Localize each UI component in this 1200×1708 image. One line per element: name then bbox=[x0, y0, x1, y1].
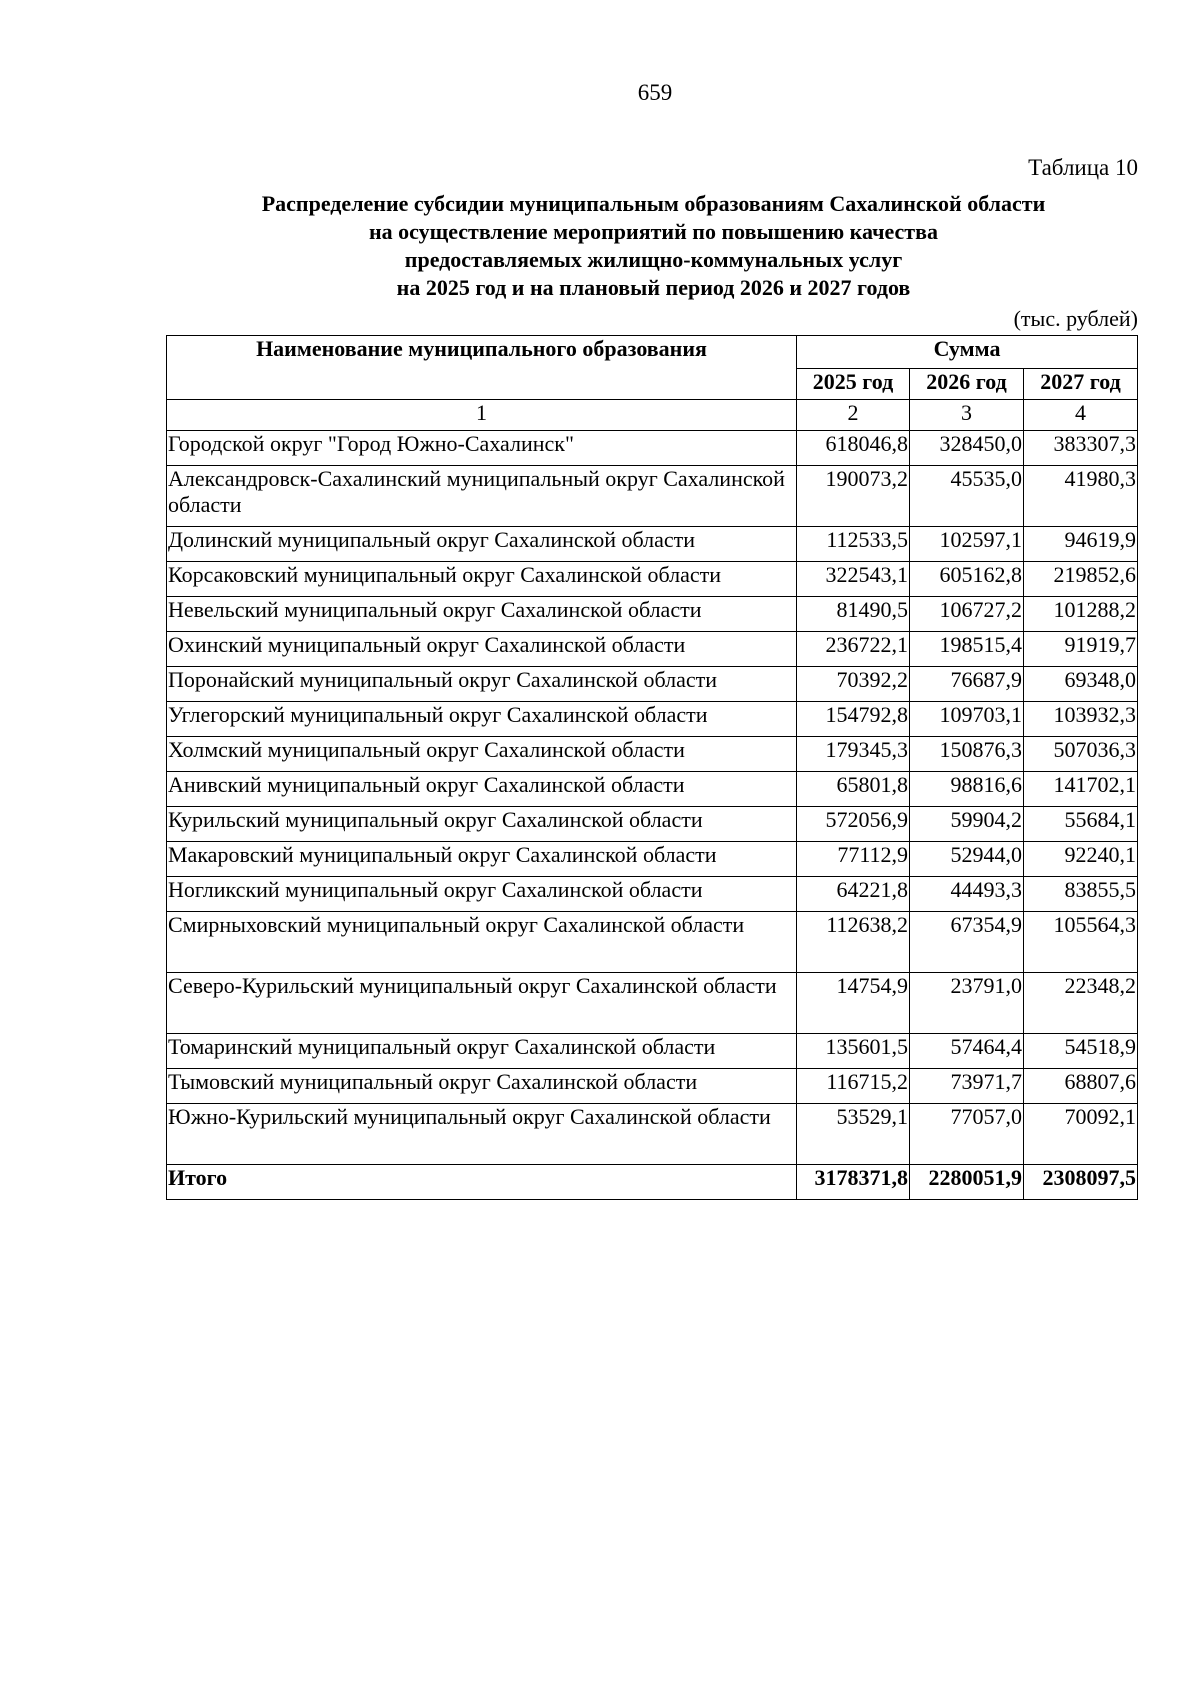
municipality-name: Корсаковский муниципальный округ Сахалинской области bbox=[167, 562, 797, 597]
value-2025: 112533,5 bbox=[797, 527, 910, 562]
value-2026: 102597,1 bbox=[910, 527, 1024, 562]
value-2026: 59904,2 bbox=[910, 807, 1024, 842]
value-2025: 65801,8 bbox=[797, 772, 910, 807]
value-2026: 605162,8 bbox=[910, 562, 1024, 597]
municipality-name: Смирныховский муниципальный округ Сахалинской области bbox=[167, 912, 797, 973]
value-2027: 94619,9 bbox=[1024, 527, 1138, 562]
total-2025: 3178371,8 bbox=[797, 1165, 910, 1200]
document-title bbox=[160, 190, 1147, 302]
municipality-name: Городской округ "Город Южно-Сахалинск" bbox=[167, 431, 797, 466]
table-row bbox=[167, 772, 1138, 807]
total-row bbox=[167, 1165, 1138, 1200]
municipality-name: Долинский муниципальный округ Сахалинской области bbox=[167, 527, 797, 562]
value-2027: 69348,0 bbox=[1024, 667, 1138, 702]
table-row bbox=[167, 597, 1138, 632]
table-row bbox=[167, 667, 1138, 702]
subsidy-table bbox=[166, 335, 1138, 1200]
header-sum: Сумма bbox=[797, 336, 1138, 369]
value-2027: 83855,5 bbox=[1024, 877, 1138, 912]
table-row bbox=[167, 737, 1138, 772]
table-row bbox=[167, 973, 1138, 1034]
column-number: 4 bbox=[1024, 400, 1138, 431]
table-row bbox=[167, 1034, 1138, 1069]
table-label: Таблица 10 bbox=[1028, 155, 1138, 180]
table-body bbox=[167, 431, 1138, 1200]
value-2025: 618046,8 bbox=[797, 431, 910, 466]
table-row bbox=[167, 431, 1138, 466]
value-2027: 22348,2 bbox=[1024, 973, 1138, 1034]
municipality-name: Холмский муниципальный округ Сахалинской области bbox=[167, 737, 797, 772]
municipality-name: Александровск-Сахалинский муниципальный округ Сахалинской области bbox=[167, 466, 797, 527]
value-2025: 70392,2 bbox=[797, 667, 910, 702]
value-2027: 105564,3 bbox=[1024, 912, 1138, 973]
value-2027: 101288,2 bbox=[1024, 597, 1138, 632]
value-2026: 44493,3 bbox=[910, 877, 1024, 912]
value-2026: 45535,0 bbox=[910, 466, 1024, 527]
municipality-name: Поронайский муниципальный округ Сахалинской области bbox=[167, 667, 797, 702]
value-2025: 14754,9 bbox=[797, 973, 910, 1034]
units-note: (тыс. рублей) bbox=[1013, 306, 1138, 331]
title-line: предоставляемых жилищно-коммунальных услуг bbox=[404, 247, 903, 272]
table-row bbox=[167, 702, 1138, 737]
value-2025: 190073,2 bbox=[797, 466, 910, 527]
municipality-name: Углегорский муниципальный округ Сахалинской области bbox=[167, 702, 797, 737]
value-2025: 81490,5 bbox=[797, 597, 910, 632]
table-row bbox=[167, 1069, 1138, 1104]
municipality-name: Южно-Курильский муниципальный округ Сахалинской области bbox=[167, 1104, 797, 1165]
value-2026: 109703,1 bbox=[910, 702, 1024, 737]
value-2025: 112638,2 bbox=[797, 912, 910, 973]
value-2026: 150876,3 bbox=[910, 737, 1024, 772]
value-2025: 154792,8 bbox=[797, 702, 910, 737]
value-2026: 76687,9 bbox=[910, 667, 1024, 702]
column-number: 1 bbox=[167, 400, 797, 431]
value-2027: 70092,1 bbox=[1024, 1104, 1138, 1165]
municipality-name: Тымовский муниципальный округ Сахалинской области bbox=[167, 1069, 797, 1104]
column-number: 3 bbox=[910, 400, 1024, 431]
value-2026: 67354,9 bbox=[910, 912, 1024, 973]
page-number: 659 bbox=[637, 80, 673, 105]
value-2025: 179345,3 bbox=[797, 737, 910, 772]
municipality-name: Северо-Курильский муниципальный округ Сахалинской области bbox=[167, 973, 797, 1034]
value-2025: 322543,1 bbox=[797, 562, 910, 597]
municipality-name: Охинский муниципальный округ Сахалинской области bbox=[167, 632, 797, 667]
value-2027: 41980,3 bbox=[1024, 466, 1138, 527]
column-number: 2 bbox=[797, 400, 910, 431]
table-row bbox=[167, 807, 1138, 842]
value-2027: 54518,9 bbox=[1024, 1034, 1138, 1069]
value-2025: 236722,1 bbox=[797, 632, 910, 667]
value-2026: 73971,7 bbox=[910, 1069, 1024, 1104]
table-row bbox=[167, 842, 1138, 877]
header-year-2025: 2025 год bbox=[797, 369, 910, 400]
municipality-name: Макаровский муниципальный округ Сахалинской области bbox=[167, 842, 797, 877]
total-2027: 2308097,5 bbox=[1024, 1165, 1138, 1200]
total-label: Итого bbox=[167, 1165, 797, 1200]
municipality-name: Невельский муниципальный округ Сахалинской области bbox=[167, 597, 797, 632]
value-2025: 116715,2 bbox=[797, 1069, 910, 1104]
title-line: на осуществление мероприятий по повышению качества bbox=[369, 219, 938, 244]
value-2027: 507036,3 bbox=[1024, 737, 1138, 772]
table-row bbox=[167, 562, 1138, 597]
table-row bbox=[167, 877, 1138, 912]
value-2027: 55684,1 bbox=[1024, 807, 1138, 842]
value-2026: 98816,6 bbox=[910, 772, 1024, 807]
header-year-2026: 2026 год bbox=[910, 369, 1024, 400]
table-row bbox=[167, 632, 1138, 667]
municipality-name: Ногликский муниципальный округ Сахалинской области bbox=[167, 877, 797, 912]
header-name: Наименование муниципального образования bbox=[167, 336, 797, 400]
title-line: Распределение субсидии муниципальным образованиям Сахалинской области bbox=[261, 191, 1046, 216]
value-2025: 64221,8 bbox=[797, 877, 910, 912]
municipality-name: Анивский муниципальный округ Сахалинской области bbox=[167, 772, 797, 807]
value-2025: 572056,9 bbox=[797, 807, 910, 842]
table-row bbox=[167, 466, 1138, 527]
value-2027: 68807,6 bbox=[1024, 1069, 1138, 1104]
total-2026: 2280051,9 bbox=[910, 1165, 1024, 1200]
municipality-name: Томаринский муниципальный округ Сахалинской области bbox=[167, 1034, 797, 1069]
value-2027: 92240,1 bbox=[1024, 842, 1138, 877]
value-2026: 52944,0 bbox=[910, 842, 1024, 877]
value-2027: 219852,6 bbox=[1024, 562, 1138, 597]
value-2027: 103932,3 bbox=[1024, 702, 1138, 737]
table-row bbox=[167, 527, 1138, 562]
header-year-2027: 2027 год bbox=[1024, 369, 1138, 400]
value-2026: 106727,2 bbox=[910, 597, 1024, 632]
value-2025: 53529,1 bbox=[797, 1104, 910, 1165]
value-2026: 57464,4 bbox=[910, 1034, 1024, 1069]
value-2026: 328450,0 bbox=[910, 431, 1024, 466]
value-2026: 198515,4 bbox=[910, 632, 1024, 667]
title-line: на 2025 год и на плановый период 2026 и 2027 годов bbox=[396, 275, 911, 300]
value-2027: 91919,7 bbox=[1024, 632, 1138, 667]
value-2026: 77057,0 bbox=[910, 1104, 1024, 1165]
municipality-name: Курильский муниципальный округ Сахалинской области bbox=[167, 807, 797, 842]
value-2025: 77112,9 bbox=[797, 842, 910, 877]
table-row bbox=[167, 912, 1138, 973]
value-2027: 383307,3 bbox=[1024, 431, 1138, 466]
value-2027: 141702,1 bbox=[1024, 772, 1138, 807]
value-2026: 23791,0 bbox=[910, 973, 1024, 1034]
table-row bbox=[167, 1104, 1138, 1165]
value-2025: 135601,5 bbox=[797, 1034, 910, 1069]
